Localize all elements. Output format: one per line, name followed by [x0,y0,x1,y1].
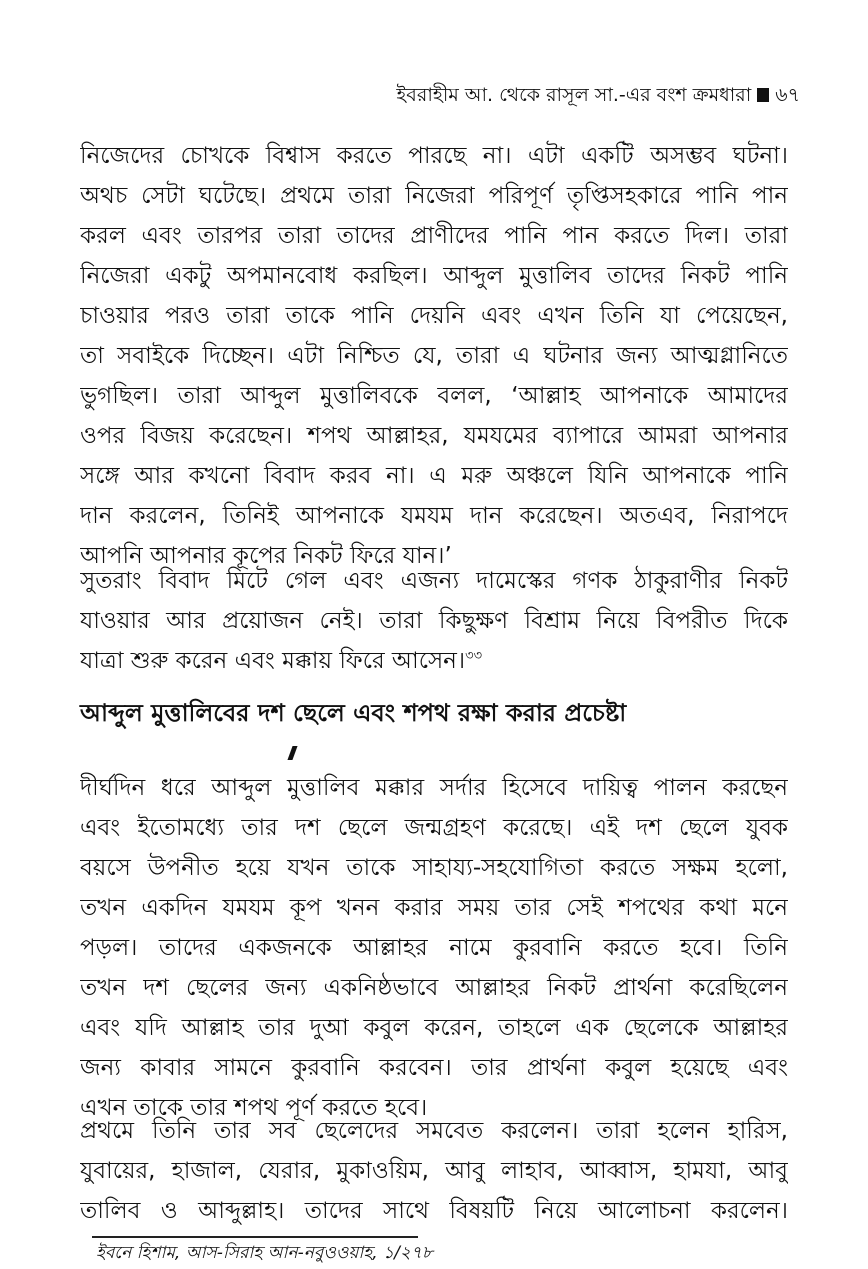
paragraph-1 [80,136,788,576]
running-header-title: ইবরাহীম আ. থেকে রাসূল সা.-এর বংশ ক্রমধারা [396,84,752,106]
paragraph-line: তখন দশ ছেলের জন্য একনিষ্ঠভাবে আল্লাহর নিকট প্রার্থনা করেছিলেন [80,975,788,1001]
paragraph-line: এখন তাকে তার শপথ পূর্ণ করতে হবে। [80,1095,428,1121]
paragraph-line: করল এবং তারপর তারা তাদের প্রাণীদের পানি পান করতে দিল। তারা [80,223,788,249]
paragraph-line: পড়ল। তাদের একজনকে আল্লাহর নামে কুরবানি করতে হবে। তিনি [80,935,788,961]
paragraph-line: বয়সে উপনীত হয়ে যখন তাকে সাহায্য-সহযোগিতা করতে সক্ষম হলো, [80,855,788,881]
paragraph-line: দীর্ঘদিন ধরে আব্দুল মুত্তালিব মক্কার সর্দার হিসেবে দায়িত্ব পালন করছেন [80,775,788,801]
paragraph-line: এবং যদি আল্লাহ তার দুআ কবুল করেন, তাহলে এক ছেলেকে আল্লাহর [80,1015,788,1041]
footnote-reference: ৩৩ [465,648,483,664]
paragraph-line: তালিব ও আব্দুল্লাহ। তাদের সাথে বিষয়টি নিয়ে আলোচনা করলেন। [80,1198,788,1224]
paragraph-line: অথচ সেটা ঘটেছে। প্রথমে তারা নিজেরা পরিপূর্ণ তৃপ্তিসহকারে পানি পান [80,183,788,209]
paragraph-line: সুতরাং বিবাদ মিটে গেল এবং এজন্য দামেস্কের গণক ঠাকুরাণীর নিকট [80,568,788,594]
paragraph-line: নিজেরা একটু অপমানবোধ করছিল। আব্দুল মুত্তালিব তাদের নিকট পানি [80,263,788,289]
paragraph-line: নিজেদের চোখকে বিশ্বাস করতে পারছে না। এটা একটি অসম্ভব ঘটনা। [80,143,788,169]
running-header [396,82,800,108]
paragraph-line: প্রথমে তিনি তার সব ছেলেদের সমবেত করলেন। তারা হলেন হারিস, [80,1118,788,1144]
paragraph-line: যাওয়ার আর প্রয়োজন নেই। তারা কিছুক্ষণ বিশ্রাম নিয়ে বিপরীত দিকে [80,608,788,634]
paragraph-2 [80,561,788,681]
paragraph-line: ভুগছিল। তারা আব্দুল মুত্তালিবকে বলল, ‘আল্লাহ আপনাকে আমাদের [80,383,788,409]
paragraph-line: সঙ্গে আর কখনো বিবাদ করব না। এ মরু অঞ্চলে যিনি আপনাকে পানি [80,463,788,489]
stray-print-mark [287,746,297,760]
paragraph-line: দান করলেন, তিনিই আপনাকে যমযম দান করেছেন। অতএব, নিরাপদে [80,503,788,529]
paragraph-line: আপনি আপনার কূপের নিকট ফিরে যান।’ [80,543,452,569]
paragraph-line: জন্য কাবার সামনে কুরবানি করবেন। তার প্রার্থনা কবুল হয়েছে এবং [80,1055,788,1081]
paragraph-4 [80,1111,788,1231]
paragraph-line-with-footnote [80,641,788,681]
section-heading: আব্দুল মুত্তালিবের দশ ছেলে এবং শপথ রক্ষা করার প্রচেষ্টা [80,699,627,727]
paragraph-line: এবং ইতোমধ্যে তার দশ ছেলে জন্মগ্রহণ করেছে। এই দশ ছেলে যুবক [80,815,788,841]
paragraph-line-text: যাত্রা শুরু করেন এবং মক্কায় ফিরে আসেন। [80,648,466,674]
header-square-ornament [757,88,769,102]
footnote: ইবনে হিশাম, আস-সিরাহ আন-নবুওওয়াহ, ১/২৭৮ [96,1243,433,1263]
paragraph-line: যুবায়ের, হাজাল, যেরার, মুকাওয়িম, আবু লাহাব, আব্বাস, হামযা, আবু [80,1158,788,1184]
paragraph-3 [80,768,788,1128]
footnote-divider [92,1236,418,1238]
page-number: ৬৭ [775,84,800,106]
paragraph-line: চাওয়ার পরও তারা তাকে পানি দেয়নি এবং এখন তিনি যা পেয়েছেন, [80,303,788,329]
paragraph-line: তখন একদিন যমযম কূপ খনন করার সময় তার সেই শপথের কথা মনে [80,895,788,921]
paragraph-line: ওপর বিজয় করেছেন। শপথ আল্লাহর, যমযমের ব্যাপারে আমরা আপনার [80,423,788,449]
paragraph-line: তা সবাইকে দিচ্ছেন। এটা নিশ্চিত যে, তারা এ ঘটনার জন্য আত্মগ্লানিতে [80,343,788,369]
